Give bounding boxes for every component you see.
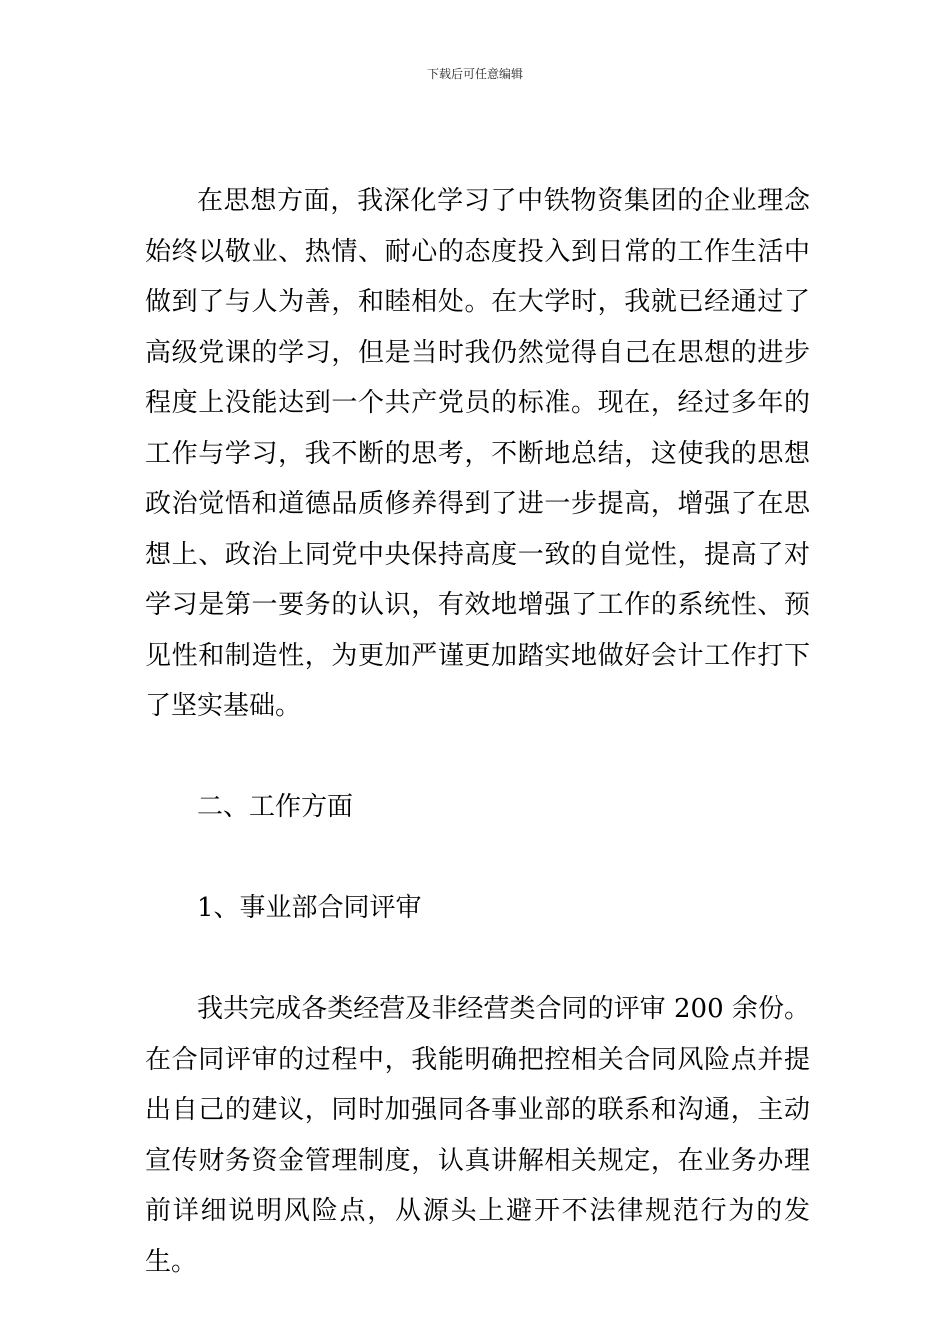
page-header-note: 下载后可任意编辑: [426, 67, 523, 81]
subsection-heading: 1、事业部合同评审: [197, 893, 422, 923]
document-body: [145, 176, 810, 1287]
section-heading: 二、工作方面: [197, 792, 354, 822]
paragraph-ideology: 在思想方面，我深化学习了中铁物资集团的企业理念始终以敬业、热情、耐心的态度投入到日常的工作生活中做到了与人为善，和睦相处。在大学时，我就已经通过了高级党课的学习，但是当时我仍然觉得自己在思想的进步程度上没能达到一个共产党员的标准。现在，经过多年的工作与学习，我不断的思考，不断地总结，这使我的思想政治觉悟和道德品质修养得到了进一步提高，增强了在思想上、政治上同党中央保持高度一致的自觉性，提高了对学习是第一要务的认识，有效地增强了工作的系统性、预见性和制造性，为更加严谨更加踏实地做好会计工作打下了坚实基础。: [145, 186, 810, 721]
spacer: [145, 934, 810, 985]
paragraph-contract-review: 我共完成各类经营及非经营类合同的评审 200 余份。在合同评审的过程中，我能明确把控相关合同风险点并提出自己的建议，同时加强同各事业部的联系和沟通，主动宣传财务资金管理制度，认真讲解相关规定，在业务办理前详细说明风险点，从源头上避开不法律规范行为的发生。: [145, 994, 810, 1277]
spacer: [145, 833, 810, 884]
spacer: [145, 732, 810, 783]
